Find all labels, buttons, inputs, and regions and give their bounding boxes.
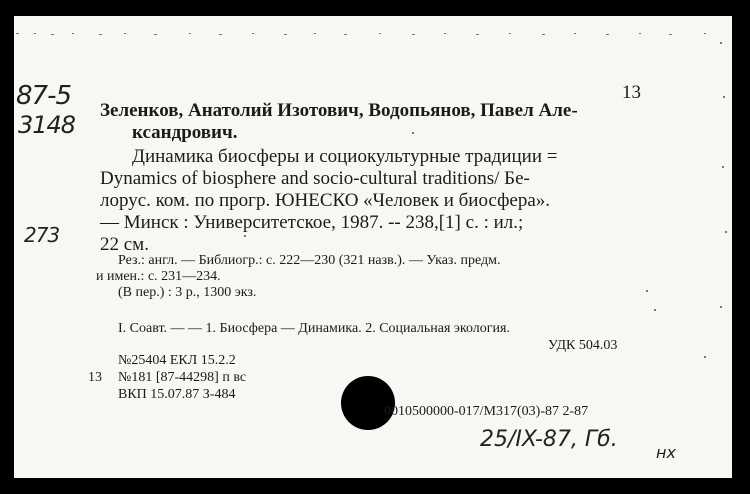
notes-line-2: и имен.: с. 231—234. (96, 269, 221, 284)
catalog-card (14, 16, 732, 478)
title-line-5: 22 см. (100, 234, 149, 255)
call-number-line-1: 87-5 (16, 81, 72, 111)
page-number: 13 (622, 82, 641, 103)
udc-code: УДК 504.03 (548, 338, 618, 353)
accession-number: №181 [87-44298] п вс (118, 370, 247, 385)
title-line-3: лорус. ком. по прогр. ЮНЕСКО «Человек и биосфера». (100, 190, 551, 211)
author-line-1: Зеленков, Анатолий Изотович, Водопьянов, Павел Але- (100, 100, 578, 121)
record-number: №25404 ЕКЛ 15.2.2 (118, 353, 236, 368)
librarian-initials: нх (656, 443, 676, 462)
title-line-1: Динамика биосферы и социокультурные традиции = (132, 146, 558, 167)
author-line-2: ксандрович. (132, 122, 238, 143)
title-line-4: — Минск : Университетское, 1987. -- 238,[1] с. : ил.; (100, 212, 524, 233)
pages-marker: 13 (88, 370, 102, 385)
call-number-line-2: 3148 (18, 111, 76, 139)
isbn-code: 0010500000-017/М317(03)-87 2-87 (384, 404, 589, 419)
notes-line-1: Рез.: англ. — Библиогр.: с. 222—230 (321 назв.). — Указ. предм. (118, 253, 501, 268)
shelf-mark: 273 (24, 223, 60, 247)
title-line-2: Dynamics of biosphere and socio-cultural traditions/ Бе- (100, 168, 530, 189)
vkp-record: ВКП 15.07.87 З-484 (118, 387, 236, 402)
subject-headings: I. Соавт. — — 1. Биосфера — Динамика. 2. Социальная экология. (118, 321, 510, 336)
handwritten-date: 25/IX-87, Гб. (480, 427, 618, 452)
notes-line-3: (В пер.) : 3 р., 1300 экз. (118, 285, 257, 300)
